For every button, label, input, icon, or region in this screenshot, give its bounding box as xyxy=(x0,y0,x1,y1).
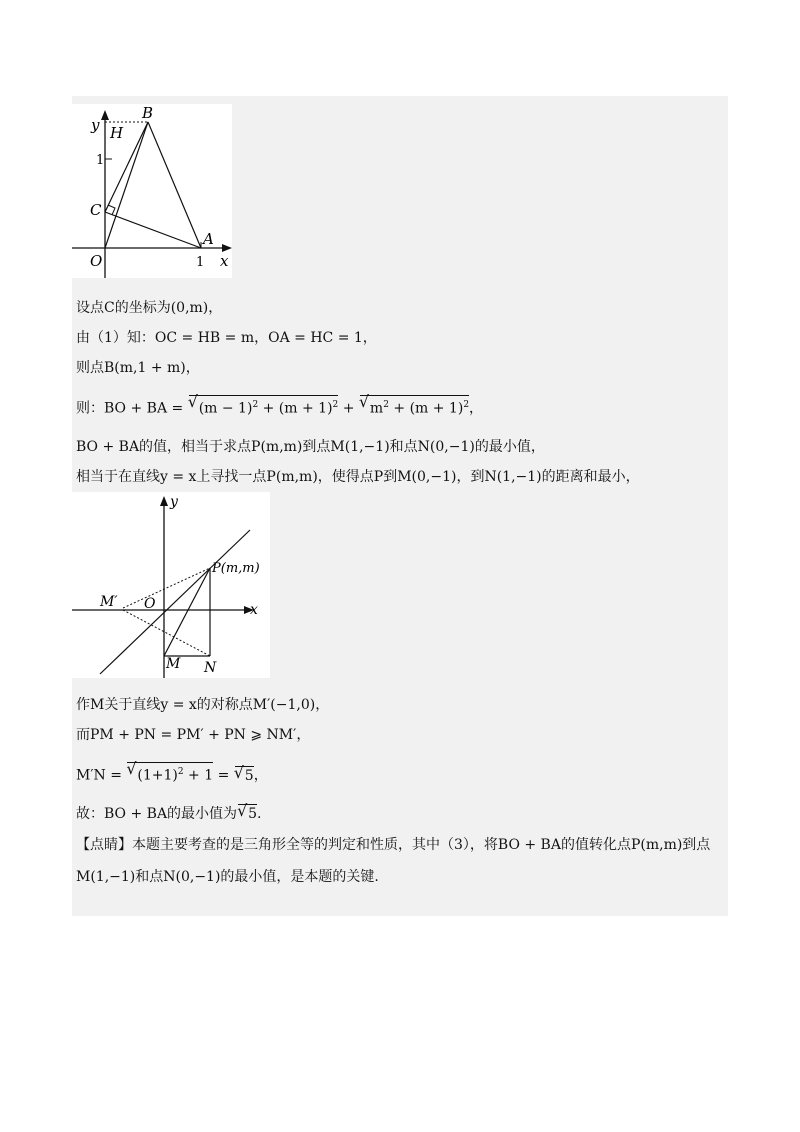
label-m-prime: M′ xyxy=(100,594,118,610)
label-x: x xyxy=(220,252,229,270)
segment-ba xyxy=(148,122,201,248)
segment-ca xyxy=(105,212,201,248)
line-8: 而PM + PN = PM′ + PN ⩾ NM′， xyxy=(76,727,311,743)
x-axis-arrow xyxy=(222,244,232,252)
dotted-mp-n xyxy=(123,610,210,656)
label-n: N xyxy=(204,660,217,676)
label-o: O xyxy=(144,596,156,612)
sqrt-4: √ 5 xyxy=(235,766,254,785)
label-p: P(m,m) xyxy=(212,561,260,576)
label-y: y xyxy=(170,494,178,510)
sqrt-3: √ $(1+1)^2 + 1$ xyxy=(127,762,213,785)
line-4: 则：BO + BA = √ $(m - 1)^2 + (m + 1)^2$ + √ $m^2 + (m + 1)^2$， xyxy=(76,395,483,421)
label-y: y xyxy=(91,116,100,134)
line-4-pre: 则：BO + BA = xyxy=(76,400,188,417)
label-one-y: 1 xyxy=(96,153,105,168)
y-axis-arrow xyxy=(101,110,109,120)
label-one-x: 1 xyxy=(196,255,205,270)
sqrt-1: √ $(m - 1)^2 + (m + 1)^2$ xyxy=(189,395,339,418)
line-10: 故：BO + BA的最小值为√ 5. xyxy=(76,804,261,824)
label-m: M xyxy=(166,656,181,672)
label-c: C xyxy=(90,201,102,219)
line-2: 由（1）知：OC = HB = m，OA = HC = 1， xyxy=(76,330,377,346)
dotted-mp-upper xyxy=(123,568,210,608)
sqrt-2: √ $m^2 + (m + 1)^2$ xyxy=(360,395,469,418)
line-5: BO + BA的值，相当于求点P(m,m)到点M(1,−1)和点N(0,−1)的最小值， xyxy=(76,439,545,455)
sqrt-5: √ 5 xyxy=(238,804,257,823)
label-h: H xyxy=(110,124,124,142)
line-11: 【点睛】本题主要考查的是三角形全等的判定和性质，其中（3），将BO + BA的值转化点P(m,m)到点 xyxy=(76,837,711,853)
line-6: 相当于在直线y = x上寻找一点P(m,m)，使得点P到M(0,−1)，到N(1,−1)的距离和最小， xyxy=(76,469,640,485)
figure-triangle xyxy=(72,104,232,278)
line-3: 则点B(m,1 + m)， xyxy=(76,360,200,376)
line-1: 设点C的坐标为(0,m)， xyxy=(76,300,223,316)
label-b: B xyxy=(142,104,154,122)
label-o: O xyxy=(90,252,103,270)
line-12: M(1,−1)和点N(0,−1)的最小值，是本题的关键. xyxy=(76,869,379,885)
segment-pm xyxy=(164,568,210,656)
line-y-equals-x xyxy=(100,530,250,674)
figure-reflection xyxy=(72,492,270,678)
label-a: A xyxy=(203,230,214,248)
label-x: x xyxy=(250,602,258,618)
y-axis-arrow xyxy=(160,496,168,506)
line-7: 作M关于直线y = x的对称点M′(−1,0)， xyxy=(76,697,330,713)
line-9: M′N = √ $(1+1)^2 + 1$ = √ 5， xyxy=(76,762,268,788)
